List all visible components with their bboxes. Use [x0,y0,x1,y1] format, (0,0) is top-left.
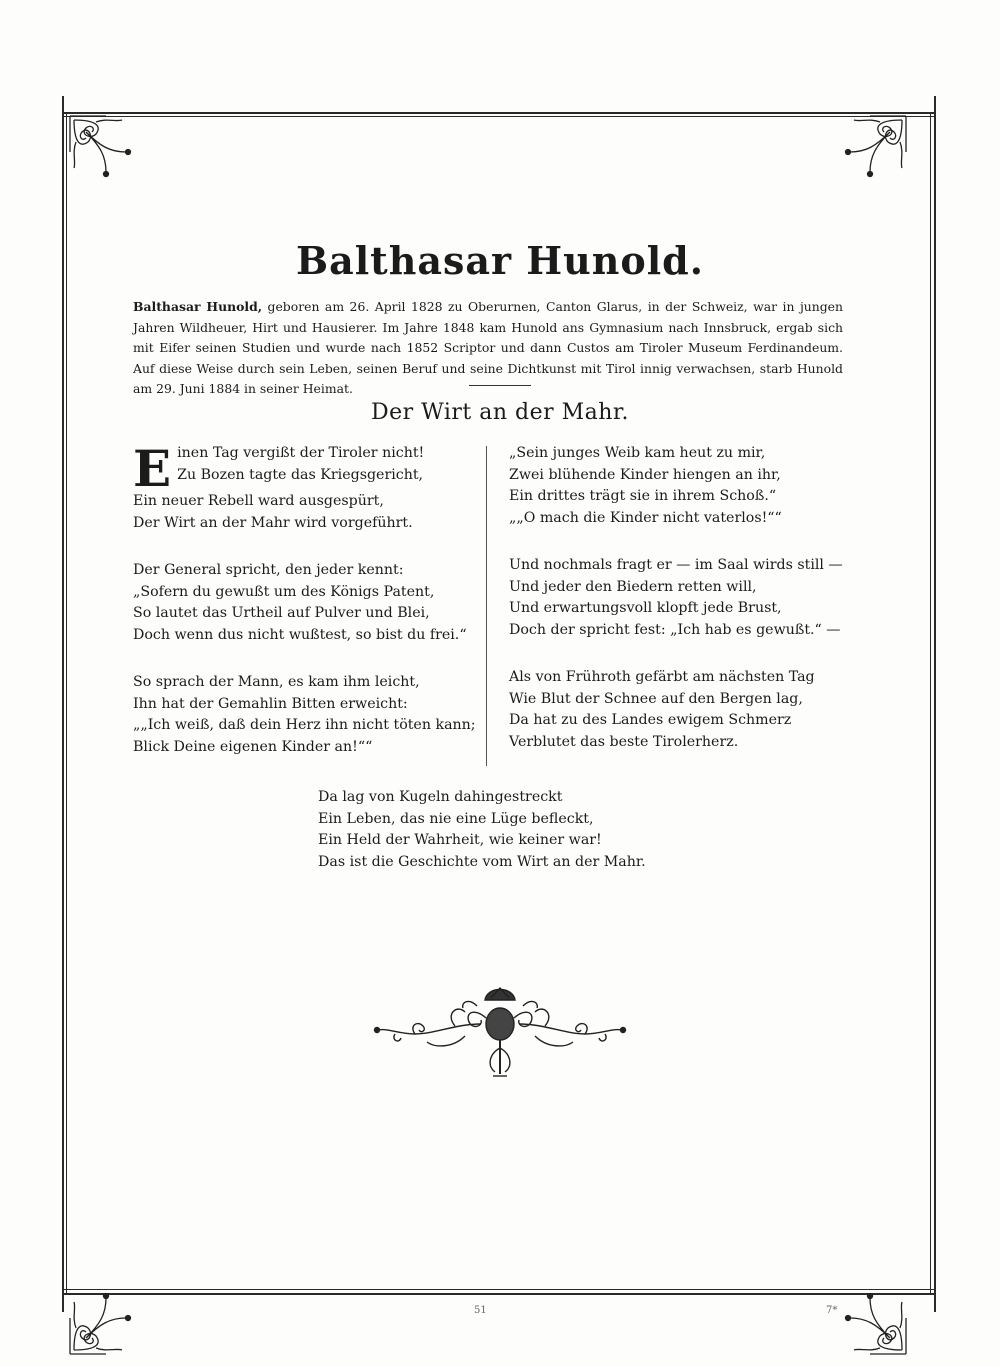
corner-ornament-icon [830,1278,910,1358]
verse-line: Doch der spricht fest: „Ich hab es gewußt.“ — [509,621,841,638]
stanza [509,667,859,753]
stanza [133,439,473,534]
stanza [509,555,859,641]
verse-line: Und jeder den Biedern retten will, [509,578,757,595]
verse-line: Ein Leben, das nie eine Lüge befleckt, [318,810,594,827]
verse-line: Als von Frühroth gefärbt am nächsten Tag [509,669,815,685]
verse-line: Und nochmals fragt er — im Saal wirds still — [509,557,843,573]
verse-line: Ihn hat der Gemahlin Bitten erweicht: [133,695,408,712]
bio-name: Balthasar Hunold, [133,299,263,314]
frame-top-line [62,112,936,114]
stanza [133,560,473,646]
verse-line: Und erwartungsvoll klopft jede Brust, [509,600,782,616]
poem-left-column [133,439,476,784]
verse-line: So lautet das Urtheil auf Pulver und Blei, [133,605,430,621]
corner-ornament-icon [830,112,910,192]
verse-text: inen Tag vergißt der Tiroler nicht! [177,445,425,461]
verse-line: Ein Held der Wahrheit, wie keiner war! [318,832,602,848]
verse-line: Der General spricht, den jeder kennt: [133,562,404,578]
verse-line: „„O mach die Kinder nicht vaterlos!““ [509,509,782,526]
verse-line: Zwei blühende Kinder hiengen an ihr, [509,466,781,483]
frame-right-inner-line [930,112,931,1295]
page-title: Balthasar Hunold. [296,238,704,283]
frame-left-inner-line [66,112,67,1295]
verse-line: Ein drittes trägt sie in ihrem Schoß.“ [509,488,777,504]
stanza [133,672,476,758]
separator-rule [469,385,531,386]
bio-text: geboren am 26. April 1828 zu Oberurnen, Canton Glarus, in der Schweiz, war in jungen Jahren Wildheuer, Hirt und Hausierer. Im Jahre 1848 kam Hunold ans Gymnasium nach Innsbruck, ergab sich mit Eifer seinen Studien und wurde nach 1852 Scriptor und dann Custos am Tiroler Museum Ferdinandeum. Auf diese Weise durch sein Leben, seinen Beruf und seine Dichtkunst mit Tirol innig verwachsen, starb Hunold am 29. Juni 1884 in seiner Heimat. [133,299,843,396]
stanza [509,443,859,529]
verse-line: Zu Bozen tagte das Kriegsgericht, [177,466,424,483]
frame-bottom-inner-line [62,1289,936,1290]
verse-line: „Sein junges Weib kam heut zu mir, [509,445,766,461]
frame-bottom-line [62,1293,936,1295]
poem-title: Der Wirt an der Mahr. [370,400,630,425]
page-number: 51 [474,1305,487,1316]
verse-line: So sprach der Mann, es kam ihm leicht, [133,674,420,690]
final-stanza [318,787,646,873]
verse-line: Da hat zu des Landes ewigem Schmerz [509,712,792,728]
verse-line: „„Ich weiß, daß dein Herz ihn nicht töten kann; [133,717,476,733]
verse-line: Das ist die Geschichte vom Wirt an der Mahr. [318,853,646,870]
poem-right-column [509,443,859,779]
column-divider [486,446,487,766]
verse-line: Verblutet das beste Tirolerherz. [509,733,739,750]
corner-ornament-icon [66,1278,146,1358]
signature-mark: 7* [826,1305,838,1316]
verse-line: Der Wirt an der Mahr wird vorgeführt. [133,514,413,531]
frame-top-inner-line [62,116,936,117]
vignette-ornament-icon [365,978,635,1083]
verse-line: Wie Blut der Schnee auf den Bergen lag, [509,690,803,707]
drop-cap: E [133,439,172,498]
corner-ornament-icon [66,112,146,192]
verse-line: Doch wenn dus nicht wußtest, so bist du frei.“ [133,626,467,643]
verse-line: Blick Deine eigenen Kinder an!““ [133,738,373,755]
verse-line: „Sofern du gewußt um des Königs Patent, [133,583,435,600]
verse-line: Ein neuer Rebell ward ausgespürt, [133,493,384,509]
verse-line: Da lag von Kugeln dahingestreckt [318,789,563,805]
